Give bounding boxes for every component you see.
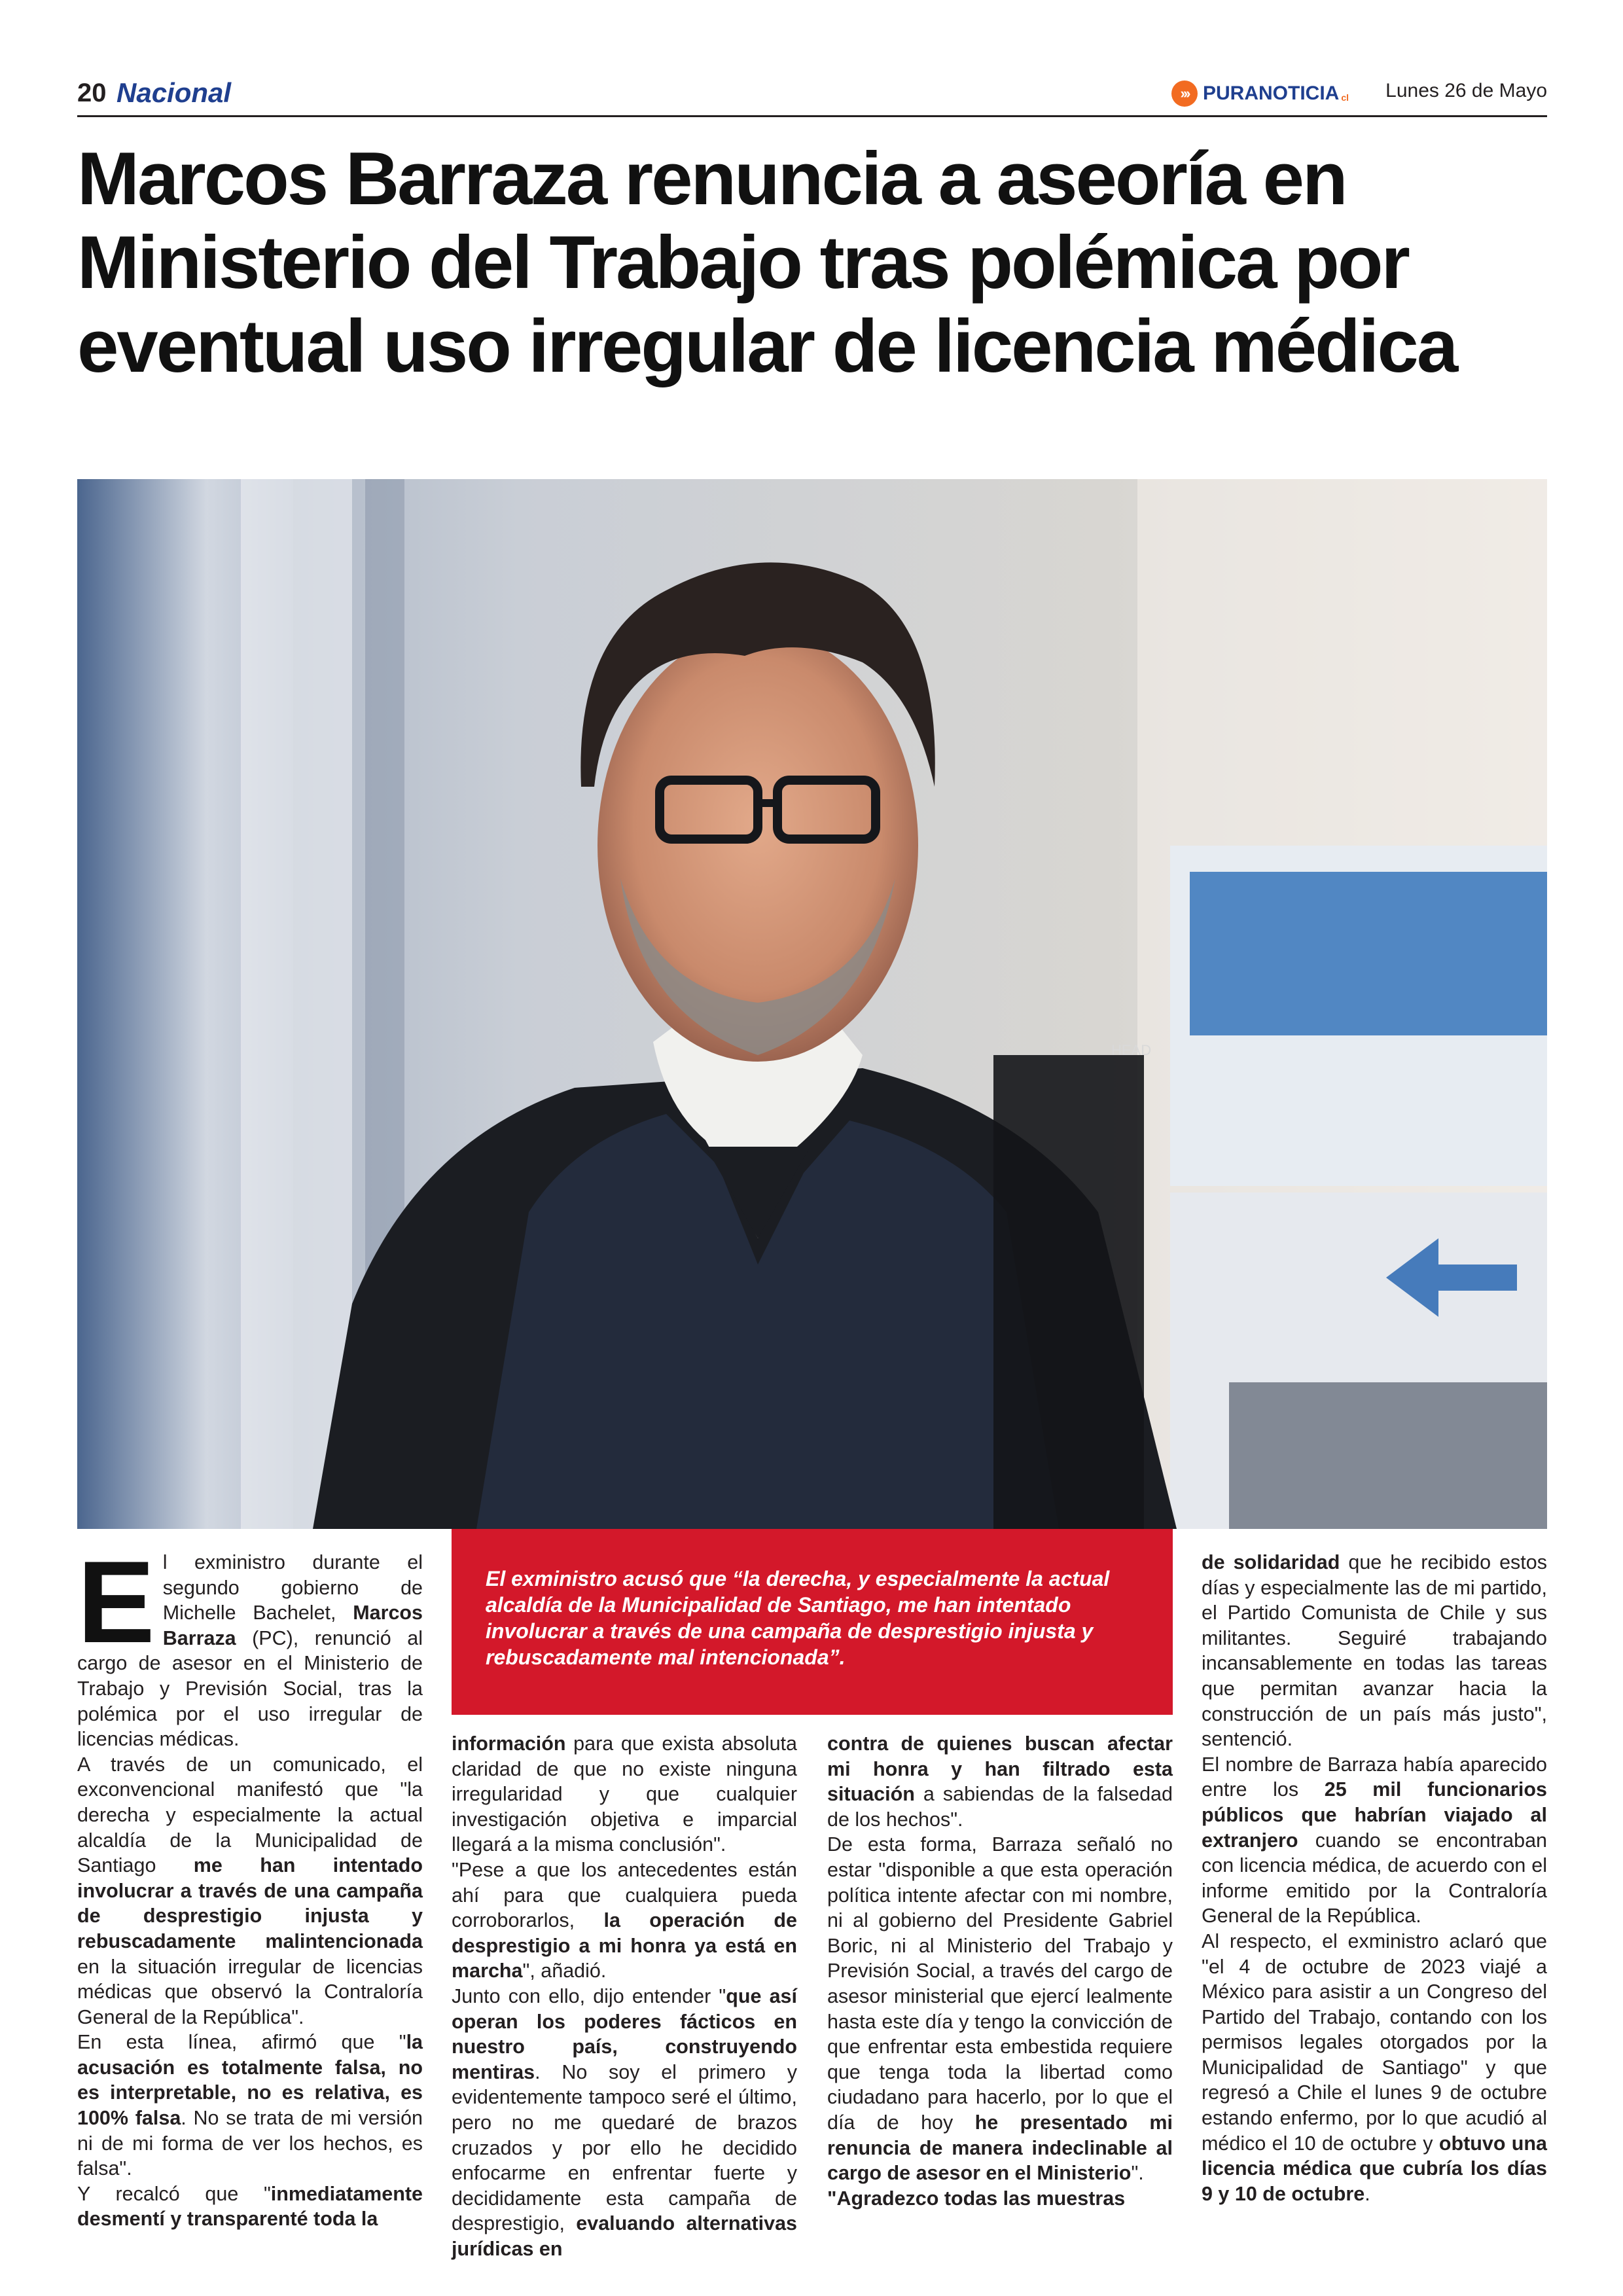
text: "Pese a que los antecedentes están ahí para que cualquiera pueda corroborarlos, [452,1858,797,1932]
paragraph [1202,1929,1547,2207]
play-arrows-icon: ››› [1171,81,1198,107]
emphasis: que así operan los poderes fácticos en nuestro país, construyendo mentiras [452,1984,797,2083]
text: En esta línea, afirmó que " [77,2031,406,2054]
paragraph [827,2186,1173,2212]
text: ", añadió. [522,1960,607,1982]
emphasis: la operación de desprestigio a mi honra ya está en marcha [452,1909,797,1982]
brand-name: PURANOTICIA [1203,82,1340,104]
section-label: Nacional [116,77,232,108]
text: en la situación irregular de licencias médicas que observó la Contraloría General de la República". [77,1955,423,2028]
article-column-4 [1202,1550,1547,2206]
brand-suffix: cl [1341,92,1349,103]
paragraph [77,2030,423,2181]
text: ". [1131,2162,1144,2185]
paragraph [77,1752,423,2030]
paragraph [1202,1550,1547,1752]
text: que he recibido estos días y especialmente las de mi partido, el Partido Comunista de Chile y sus militantes. Seguiré trabajando incansablemente en todas las tareas que permitan avanzar hacia la construcción de un país más justo", sentenció. [1202,1551,1547,1751]
article-photo [77,479,1547,1529]
paragraph [77,1537,423,1752]
text: l exministro durante el segundo gobierno de Michelle Bachelet, [162,1551,423,1624]
emphasis: contra de quienes buscan afectar mi honra y han filtrado esta situación [827,1732,1173,1806]
article-column-3 [827,1731,1173,2211]
brand-logo [1171,79,1349,109]
paragraph [452,1984,797,2262]
issue-date: Lunes 26 de Mayo [1385,80,1547,101]
pull-quote: El exministro acusó que “la derecha, y especialmente la actual alcaldía de la Municipalidad de Santiago, me han intentado involucrar a través de una campaña de desprestigio injusta y rebuscadamente mal intencionada”. [452,1529,1173,1715]
emphasis: obtuvo una licencia médica que cubría los días 9 y 10 de octubre [1202,2132,1547,2205]
emphasis: 25 mil funcionarios públicos que habrían viajado al extranjero [1202,1778,1547,1852]
emphasis: "Agradezco todas las muestras [827,2187,1126,2210]
emphasis: me han intentado involucrar a través de una campaña de desprestigio injusta y rebuscadamente malintencionada [77,1854,423,1952]
page-number: 20 [77,79,107,107]
emphasis: he presentado mi renuncia de manera indeclinable al cargo de asesor en el Ministerio [827,2111,1173,2185]
page-header [77,72,1547,117]
text: Y recalcó que " [77,2182,271,2205]
text: (PC), renunció al cargo de asesor en el Ministerio de Trabajo y Previsión Social, tras la polémica por el uso irregular de licencias médicas. [77,1626,423,1751]
emphasis: información [452,1732,566,1755]
drop-cap: E [77,1537,155,1667]
emphasis: evaluando alternativas jurídicas en [452,2212,797,2260]
headline: Marcos Barraza renuncia a aseoría en Ministerio del Trabajo tras polémica por eventual uso irregular de licencia médica [77,137,1457,388]
text: El nombre de Barraza había aparecido entre los [1202,1753,1547,1801]
text: a sabiendas de la falsedad de los hechos". [827,1783,1173,1831]
paragraph [77,2181,423,2232]
text: Al respecto, el exministro aclaró que "el 4 de octubre de 2023 viajé a México para asistir a un Congreso del Partido del Trabajo, contando con los permisos legales otorgados por la Municipalidad de Santiago" y que regresó a Chile el lunes 9 de octubre estando enfermo, por lo que acudió al médico el 10 de octubre y [1202,1929,1547,2155]
text: . [1364,2182,1370,2205]
emphasis: la acusación es totalmente falsa, no es interpretable, no es relativa, es 100% falsa [77,2031,423,2130]
emphasis: de solidaridad [1202,1551,1340,1573]
paragraph [827,1731,1173,1832]
text: A través de un comunicado, el exconvencional manifestó que "la derecha y especialmente la actual alcaldía de la Municipalidad de Santiago [77,1753,423,1877]
article-column-1 [77,1537,423,2232]
emphasis: Marcos Barraza [162,1602,423,1649]
paragraph [452,1857,797,1984]
text: . No soy el primero y evidentemente tampoco seré el último, pero no me quedaré de brazos cruzados y por ello he decidido enfocarme en enfrentar fuerte y decididamente esta campaña de desprestigio, [452,2060,797,2235]
backpack-brand: HEAD [1111,1042,1152,1058]
text: De esta forma, Barraza señaló no estar "disponible a que esta operación política intente afectar con mi nombre, ni al gobierno del Presidente Gabriel Boric, ni al Ministerio del Trabajo y Previsión Social, a través del cargo de asesor ministerial que ejercí lealmente hasta este día y tengo la convicción de que enfrentar esta embestida requiere que tenga toda la libertad como ciudadano para hacerlo, por lo que el día de hoy [827,1833,1173,2134]
article-column-2 [452,1731,797,2261]
text: . No se trata de mi versión ni de mi forma de ver los hechos, es falsa". [77,2107,423,2180]
text: Junto con ello, dijo entender " [452,1984,726,2007]
text: cuando se encontraban con licencia médica, de acuerdo con el informe emitido por la Contraloría General de la República. [1202,1829,1547,1928]
emphasis: inmediatamente desmentí y transparenté toda la [77,2182,423,2231]
paragraph [452,1731,797,1857]
paragraph [1202,1752,1547,1929]
paragraph [827,1832,1173,2185]
text: para que exista absoluta claridad de que no existe ninguna irregularidad y que cualquier investigación objetiva e imparcial llegará a la misma conclusión". [452,1732,797,1856]
